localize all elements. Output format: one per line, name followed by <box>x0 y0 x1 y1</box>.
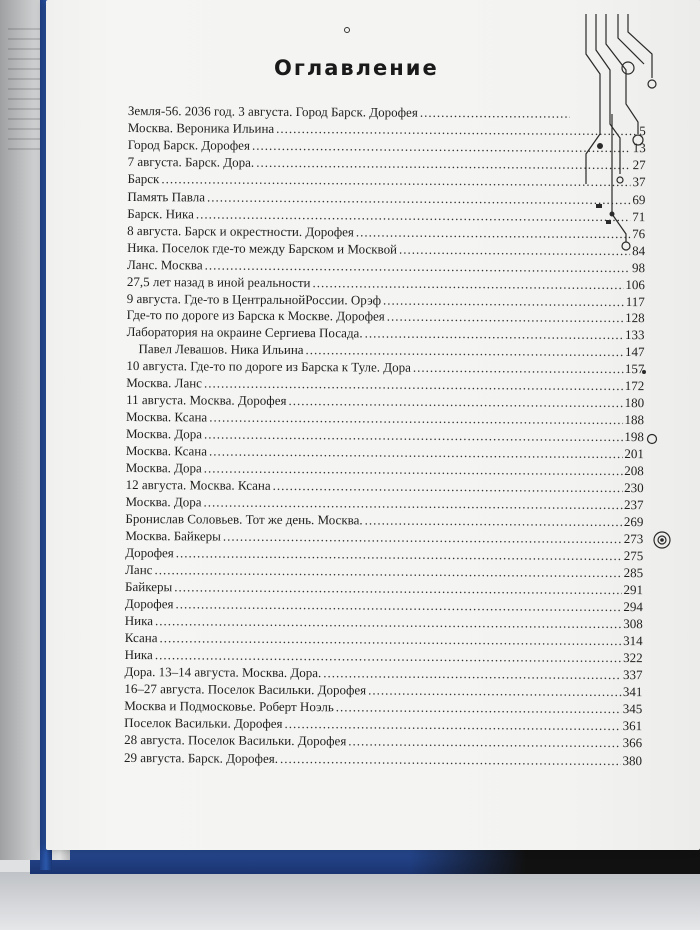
toc-leader-dots <box>348 732 620 752</box>
toc-entry-title: Ланс. Москва <box>126 256 203 273</box>
toc-entry-title: 11 августа. Москва. Дорофея <box>126 391 287 408</box>
toc-entry-page: 237 <box>623 497 644 513</box>
toc-entry-title: 28 августа. Поселок Васильки. Дорофея <box>124 731 347 749</box>
toc-entry-page: 157 <box>624 361 645 377</box>
toc-entry-title: 7 августа. Барск. Дора. <box>127 153 255 170</box>
toc-entry-page: 69 <box>632 192 646 208</box>
toc-entry-page: 294 <box>623 599 643 615</box>
toc-leader-dots <box>365 324 624 343</box>
toc-entry-page: 71 <box>632 209 646 225</box>
toc-entry-title: Москва и Подмосковье. Роберт Ноэль <box>124 697 334 715</box>
toc-entry-page: 37 <box>632 174 646 190</box>
toc-entry-title: Москва. Дора <box>125 493 202 510</box>
toc-entry-page: 147 <box>624 344 645 360</box>
toc-entry-title: 16–27 августа. Поселок Васильки. Дорофея <box>124 680 367 698</box>
toc-entry-title: Москва. Дора <box>125 425 203 442</box>
toc-leader-dots <box>399 241 630 259</box>
toc-entry-page: 366 <box>622 735 643 751</box>
toc-entry-title: Барск <box>127 170 160 187</box>
toc-entry-title: Дорофея <box>124 595 174 612</box>
toc-entry-title: Лаборатория на окраине Сергиева Посада. <box>126 323 363 341</box>
toc-entry-page: 275 <box>623 548 644 564</box>
toc-leader-dots <box>365 511 622 530</box>
toc-entry-title: Москва. Байкеры <box>125 527 221 544</box>
toc-entry-page: 201 <box>624 446 644 462</box>
toc-entry-page: 106 <box>625 277 645 293</box>
page-title: Оглавление <box>274 56 439 80</box>
toc-entry-page: 322 <box>623 650 643 666</box>
toc-entry-title: Москва. Дора <box>125 459 202 476</box>
toc-entry-page: 172 <box>624 378 645 394</box>
toc-leader-dots <box>387 309 623 326</box>
toc-entry-title: Ника <box>124 612 154 629</box>
toc-entry-title: 9 августа. Где-то в ЦентральнойРоссии. Орэф <box>126 290 382 308</box>
toc-entry <box>124 749 642 770</box>
book-page <box>46 0 700 850</box>
toc-leader-dots <box>306 341 624 360</box>
toc-leader-dots <box>285 715 621 734</box>
toc-entry-page: 308 <box>623 616 643 632</box>
toc-entry-title: Барск. Ника <box>127 205 194 222</box>
toc-entry-page: 345 <box>622 701 643 717</box>
toc-entry-page: 273 <box>623 531 644 547</box>
toc-entry-page: 337 <box>622 667 643 683</box>
toc-entry-title: Дора. 13–14 августа. Москва. Дора. <box>124 663 322 681</box>
toc-leader-dots <box>383 292 624 310</box>
toc-entry-page: 341 <box>622 684 643 700</box>
toc-entry-title: Москва. Вероника Ильина <box>127 119 275 136</box>
toc-entry <box>127 170 645 191</box>
toc-entry-title: Ланс <box>125 561 153 578</box>
toc-entry-page: 230 <box>624 480 644 496</box>
toc-entry-title: 27,5 лет назад в иной реальности <box>126 273 311 291</box>
toc-entry-page: 269 <box>623 514 644 530</box>
toc-entry-page: 188 <box>624 412 645 428</box>
toc-entry-page: 361 <box>622 718 643 734</box>
toc-entry-page: 84 <box>632 243 646 259</box>
toc-entry-title: 10 августа. Где-то по дороге из Барска к Туле. Дора <box>126 357 411 375</box>
toc-entry-title: Где-то по дороге из Барска к Москве. Дорофея <box>126 306 385 324</box>
toc-entry-title: Память Павла <box>127 188 206 205</box>
toc-entry-title: 29 августа. Барск. Дорофея. <box>123 749 279 766</box>
toc-entry-title: Байкеры <box>124 578 173 595</box>
decor-dot <box>344 27 350 33</box>
table-surface <box>0 872 700 930</box>
toc-entry-title: Земля-56. 2036 год. 3 августа. Город Барск. Дорофея <box>127 102 418 120</box>
toc-entry-page: 27 <box>632 157 646 173</box>
toc-leader-dots <box>368 681 621 700</box>
toc-entry-title: Москва. Ксана <box>126 408 208 425</box>
toc-entry-title: Ника <box>124 646 153 663</box>
toc-entry-page: 13 <box>632 140 646 156</box>
toc-entry-title: Ксана <box>124 629 158 646</box>
toc-leader-dots <box>323 664 621 683</box>
toc-leader-dots <box>413 359 623 377</box>
toc-entry-page: 5 <box>639 123 646 139</box>
toc-leader-dots <box>288 392 622 411</box>
toc-leader-dots <box>280 750 621 770</box>
toc-entry-page: 76 <box>632 226 646 242</box>
toc-leader-dots <box>336 698 621 717</box>
toc-entry-page: 180 <box>624 395 645 411</box>
toc-entry-page: 380 <box>622 753 643 769</box>
toc-entry-title: 12 августа. Москва. Ксана <box>125 476 271 493</box>
toc-entry-page: 285 <box>623 565 644 581</box>
toc-entry-title: Ника. Поселок где-то между Барском и Москвой <box>127 239 398 257</box>
toc-entry-page: 128 <box>625 310 645 326</box>
toc-entry-title: Москва. Ланс <box>126 374 203 391</box>
toc-leader-dots <box>420 103 570 123</box>
toc-entry-title: Москва. Ксана <box>125 442 208 459</box>
toc-entry-page: 117 <box>625 294 645 310</box>
toc-entry-page: 98 <box>631 260 646 276</box>
toc-leader-dots <box>273 477 623 496</box>
toc-entry-title: Бронислав Соловьев. Тот же день. Москва. <box>125 510 363 528</box>
table-of-contents <box>124 101 646 770</box>
toc-entry-title: Поселок Васильки. Дорофея <box>124 714 283 731</box>
toc-entry-page: 198 <box>624 429 645 445</box>
toc-entry-title: Павел Левашов. Ника Ильина <box>138 341 304 358</box>
toc-entry-page: 208 <box>624 463 644 479</box>
toc-entry-page: 133 <box>625 327 645 343</box>
toc-entry-title: Город Барск. Дорофея <box>127 136 251 153</box>
toc-entry-title: 8 августа. Барск и окрестности. Дорофея <box>127 222 355 240</box>
toc-entry-title: Дорофея <box>125 544 174 561</box>
toc-leader-dots <box>356 223 630 242</box>
toc-leader-dots <box>312 274 623 293</box>
toc-entry-page: 291 <box>623 582 644 598</box>
toc-entry-page: 314 <box>623 633 643 649</box>
